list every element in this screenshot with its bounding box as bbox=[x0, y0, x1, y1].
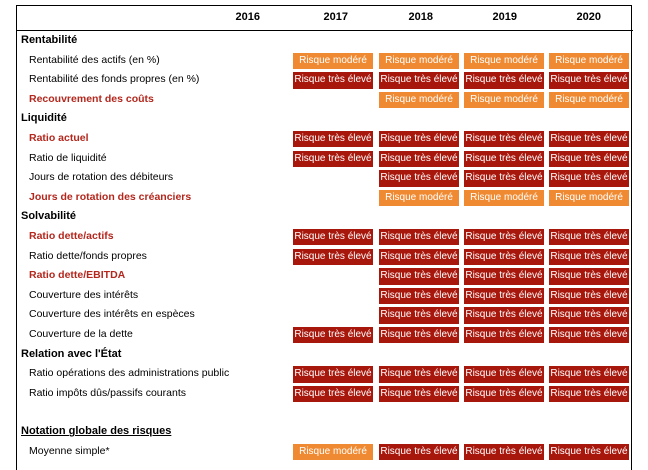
risk-moderate-cell: Risque modéré bbox=[379, 92, 459, 109]
risk-moderate-cell: Risque modéré bbox=[464, 92, 544, 109]
risk-very-high-cell: Risque très élevé bbox=[549, 386, 629, 403]
risk-rating-table bbox=[17, 6, 633, 461]
risk-moderate-cell: Risque modéré bbox=[379, 53, 459, 70]
risk-very-high-cell: Risque très élevé bbox=[379, 444, 459, 461]
section-row bbox=[17, 207, 633, 227]
table-row bbox=[17, 149, 633, 169]
year-header-row bbox=[17, 6, 633, 31]
risk-very-high-cell: Risque très élevé bbox=[293, 229, 373, 246]
section-row bbox=[17, 109, 633, 129]
row-label-jours-de-rotation-des-creanciers: Jours de rotation des créanciers bbox=[29, 190, 192, 203]
risk-moderate-cell: Risque modéré bbox=[293, 53, 373, 70]
risk-very-high-cell: Risque très élevé bbox=[379, 366, 459, 383]
risk-very-high-cell: Risque très élevé bbox=[379, 327, 459, 344]
table-row bbox=[17, 168, 633, 188]
risk-very-high-cell: Risque très élevé bbox=[379, 131, 459, 148]
risk-very-high-cell: Risque très élevé bbox=[464, 288, 544, 305]
risk-very-high-cell: Risque très élevé bbox=[464, 72, 544, 89]
risk-very-high-cell: Risque très élevé bbox=[549, 151, 629, 168]
table-row bbox=[17, 384, 633, 404]
risk-very-high-cell: Risque très élevé bbox=[549, 268, 629, 285]
risk-very-high-cell: Risque très élevé bbox=[549, 249, 629, 266]
risk-moderate-cell: Risque modéré bbox=[293, 444, 373, 461]
risk-very-high-cell: Risque très élevé bbox=[293, 366, 373, 383]
global-rating-title: Notation globale des risques bbox=[21, 425, 172, 438]
risk-very-high-cell: Risque très élevé bbox=[549, 288, 629, 305]
risk-very-high-cell: Risque très élevé bbox=[549, 307, 629, 324]
row-label-couverture-des-interets: Couverture des intérêts bbox=[29, 288, 139, 301]
risk-very-high-cell: Risque très élevé bbox=[293, 151, 373, 168]
row-label-moyenne-simple: Moyenne simple* bbox=[29, 444, 110, 457]
section-title-liquidite: Liquidité bbox=[21, 112, 67, 125]
risk-very-high-cell: Risque très élevé bbox=[379, 268, 459, 285]
row-label-couverture-des-interets-en-especes: Couverture des intérêts en espèces bbox=[29, 308, 195, 321]
row-label-rentabilite-des-actifs-en: Rentabilité des actifs (en %) bbox=[29, 53, 160, 66]
table-row bbox=[17, 227, 633, 247]
risk-very-high-cell: Risque très élevé bbox=[549, 170, 629, 187]
risk-very-high-cell: Risque très élevé bbox=[379, 229, 459, 246]
section-row bbox=[17, 31, 633, 51]
risk-very-high-cell: Risque très élevé bbox=[464, 229, 544, 246]
risk-very-high-cell: Risque très élevé bbox=[549, 72, 629, 89]
table-row bbox=[17, 247, 633, 267]
table-row bbox=[17, 90, 633, 110]
table-row bbox=[17, 188, 633, 208]
year-header-2018: 2018 bbox=[408, 11, 433, 23]
table-row bbox=[17, 325, 633, 345]
risk-very-high-cell: Risque très élevé bbox=[379, 151, 459, 168]
row-label-ratio-impots-dus-passifs-courants: Ratio impôts dûs/passifs courants bbox=[29, 386, 186, 399]
risk-very-high-cell: Risque très élevé bbox=[464, 131, 544, 148]
risk-very-high-cell: Risque très élevé bbox=[549, 229, 629, 246]
section-title-rentabilite: Rentabilité bbox=[21, 34, 78, 46]
risk-very-high-cell: Risque très élevé bbox=[549, 444, 629, 461]
table-row bbox=[17, 286, 633, 306]
risk-very-high-cell: Risque très élevé bbox=[464, 151, 544, 168]
row-label-ratio-actuel: Ratio actuel bbox=[29, 131, 89, 144]
row-label-rentabilite-des-fonds-propres-en: Rentabilité des fonds propres (en %) bbox=[29, 73, 200, 86]
year-header-2016: 2016 bbox=[235, 11, 260, 23]
row-label-ratio-de-liquidite: Ratio de liquidité bbox=[29, 151, 107, 164]
risk-very-high-cell: Risque très élevé bbox=[549, 366, 629, 383]
table-row bbox=[17, 364, 633, 384]
section-row bbox=[17, 345, 633, 365]
table-row bbox=[17, 305, 633, 325]
risk-very-high-cell: Risque très élevé bbox=[293, 72, 373, 89]
year-header-2017: 2017 bbox=[323, 11, 348, 23]
risk-very-high-cell: Risque très élevé bbox=[464, 386, 544, 403]
risk-moderate-cell: Risque modéré bbox=[549, 53, 629, 70]
risk-very-high-cell: Risque très élevé bbox=[293, 386, 373, 403]
row-label-ratio-operations-des-administrations-public: Ratio opérations des administrations public bbox=[29, 367, 230, 380]
row-label-ratio-dette-fonds-propres: Ratio dette/fonds propres bbox=[29, 249, 147, 262]
row-label-jours-de-rotation-des-debiteurs: Jours de rotation des débiteurs bbox=[29, 171, 174, 184]
risk-very-high-cell: Risque très élevé bbox=[379, 288, 459, 305]
section-title-relation-avec-l-etat: Relation avec l'État bbox=[21, 347, 122, 360]
risk-moderate-cell: Risque modéré bbox=[549, 92, 629, 109]
risk-table-frame bbox=[16, 5, 632, 470]
risk-very-high-cell: Risque très élevé bbox=[293, 249, 373, 266]
table-row bbox=[17, 70, 633, 90]
risk-very-high-cell: Risque très élevé bbox=[549, 327, 629, 344]
row-label-couverture-de-la-dette: Couverture de la dette bbox=[29, 327, 133, 340]
risk-moderate-cell: Risque modéré bbox=[464, 53, 544, 70]
spacer bbox=[17, 403, 633, 422]
risk-very-high-cell: Risque très élevé bbox=[464, 444, 544, 461]
risk-very-high-cell: Risque très élevé bbox=[464, 170, 544, 187]
year-header-2020: 2020 bbox=[576, 11, 601, 23]
table-row bbox=[17, 51, 633, 71]
section-title-solvabilite: Solvabilité bbox=[21, 210, 77, 223]
risk-very-high-cell: Risque très élevé bbox=[464, 366, 544, 383]
row-label-ratio-dette-ebitda: Ratio dette/EBITDA bbox=[29, 269, 126, 282]
risk-very-high-cell: Risque très élevé bbox=[379, 72, 459, 89]
risk-very-high-cell: Risque très élevé bbox=[549, 131, 629, 148]
row-label-ratio-dette-actifs: Ratio dette/actifs bbox=[29, 229, 114, 242]
risk-very-high-cell: Risque très élevé bbox=[293, 131, 373, 148]
risk-very-high-cell: Risque très élevé bbox=[379, 170, 459, 187]
table-row bbox=[17, 129, 633, 149]
table-row bbox=[17, 266, 633, 286]
risk-very-high-cell: Risque très élevé bbox=[379, 249, 459, 266]
risk-very-high-cell: Risque très élevé bbox=[293, 327, 373, 344]
risk-very-high-cell: Risque très élevé bbox=[379, 307, 459, 324]
year-header-2019: 2019 bbox=[492, 11, 517, 23]
risk-moderate-cell: Risque modéré bbox=[379, 190, 459, 207]
global-section-row bbox=[17, 422, 633, 442]
risk-very-high-cell: Risque très élevé bbox=[464, 249, 544, 266]
risk-moderate-cell: Risque modéré bbox=[464, 190, 544, 207]
row-label-recouvrement-des-couts: Recouvrement des coûts bbox=[29, 92, 154, 105]
risk-moderate-cell: Risque modéré bbox=[549, 190, 629, 207]
table-row bbox=[17, 442, 633, 462]
risk-very-high-cell: Risque très élevé bbox=[464, 307, 544, 324]
risk-very-high-cell: Risque très élevé bbox=[464, 327, 544, 344]
risk-very-high-cell: Risque très élevé bbox=[379, 386, 459, 403]
risk-very-high-cell: Risque très élevé bbox=[464, 268, 544, 285]
